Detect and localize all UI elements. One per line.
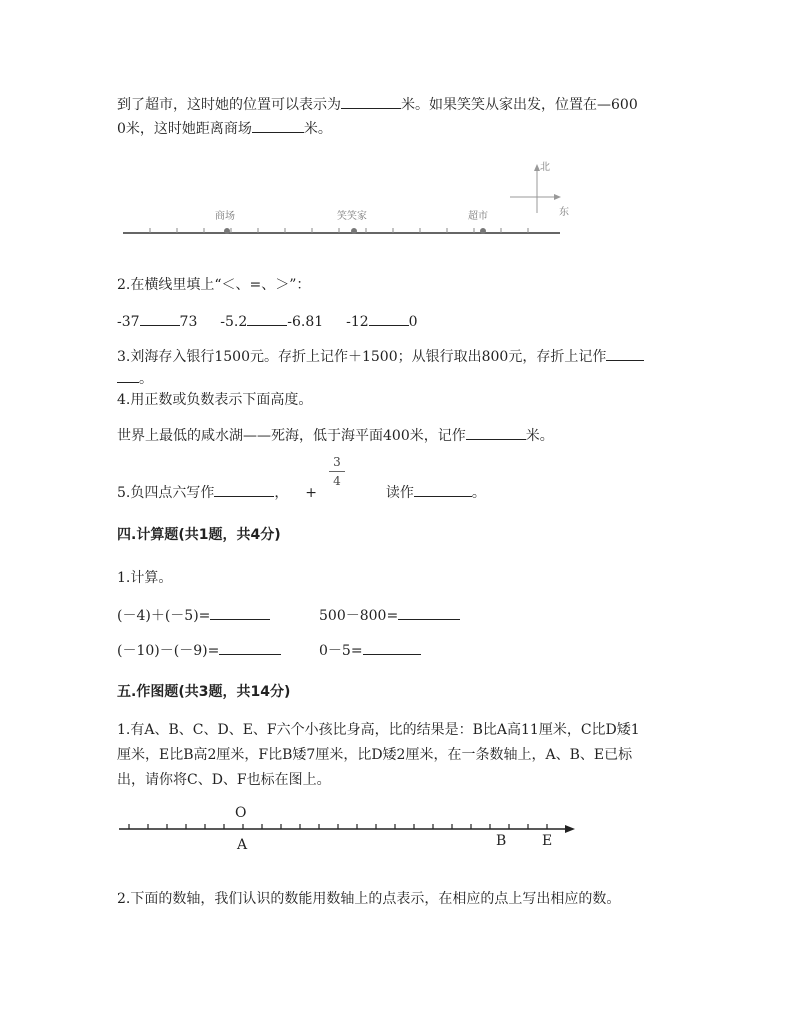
problem1-text-d: 米。 <box>303 121 332 137</box>
problem1-line1 <box>117 94 638 115</box>
answer-blank[interactable] <box>252 118 304 133</box>
problem4-line1 <box>117 390 312 410</box>
section4-heading: 四.计算题(共1题，共4分) <box>117 527 281 543</box>
calc-expr-1: (－4)＋(－5)= <box>117 608 211 624</box>
compass-icon <box>510 164 561 213</box>
q1-text: 1.计算。 <box>117 570 173 586</box>
answer-blank[interactable] <box>363 640 421 655</box>
problem5-end: 。 <box>471 485 486 501</box>
compare-left-1: -37 <box>117 314 140 330</box>
fraction-denominator: 4 <box>333 474 341 488</box>
map-number-line <box>115 155 580 245</box>
problem5-text-b: 读作 <box>385 485 414 501</box>
section4-q1 <box>117 568 172 588</box>
compare-right-2: -6.81 <box>287 314 324 330</box>
compare-right-1: 73 <box>179 314 198 330</box>
calc-row-1 <box>117 605 270 626</box>
answer-blank[interactable] <box>466 425 526 440</box>
problem1-text-b: 米。如果笑笑从家出发，位置在—600 <box>401 97 638 113</box>
plus-sign: + <box>305 485 317 501</box>
fraction-numerator: 3 <box>333 455 341 469</box>
axis-label-origin: O <box>235 805 247 821</box>
answer-blank[interactable] <box>117 368 139 383</box>
compare-blank-2[interactable] <box>247 311 287 326</box>
problem2-items <box>117 311 418 332</box>
problem4-text-a: 世界上最低的咸水湖——死海，低于海平面400米，记作 <box>117 428 466 444</box>
label-east: 东 <box>559 207 569 218</box>
problem5-comma: ， <box>274 485 289 501</box>
answer-blank[interactable] <box>398 605 460 620</box>
problem1-text-a: 到了超市，这时她的位置可以表示为 <box>117 97 341 113</box>
section5-q2: 2.下面的数轴，我们认识的数能用数轴上的点表示，在相应的点上写出相应的数。 <box>117 891 621 907</box>
problem1-text-c: 0米，这时她距离商场 <box>117 121 252 137</box>
answer-blank[interactable] <box>341 94 401 109</box>
axis-arrow-icon <box>565 825 575 833</box>
axis-label-a: A <box>237 837 248 853</box>
calc-expr-4: 0－5= <box>319 643 363 659</box>
label-market: 超市 <box>468 211 488 222</box>
section5-q1-line1: 1.有A、B、C、D、E、F六个小孩比身高，比的结果是：B比A高11厘米，C比D矮1 <box>117 722 640 738</box>
compare-left-2: -5.2 <box>220 314 248 330</box>
label-home: 笑笑家 <box>337 211 367 222</box>
label-mall: 商场 <box>215 211 235 222</box>
problem5-line <box>117 482 486 503</box>
compare-right-3: 0 <box>408 314 418 330</box>
problem4-text: 4.用正数或负数表示下面高度。 <box>117 392 313 408</box>
axis-svg <box>117 805 579 855</box>
answer-blank[interactable] <box>219 640 281 655</box>
compare-left-3: -12 <box>346 314 369 330</box>
fraction <box>329 455 345 488</box>
problem5-text-a: 5.负四点六写作 <box>117 485 215 501</box>
home-point <box>351 228 357 234</box>
market-point <box>480 228 486 234</box>
answer-blank[interactable] <box>606 346 644 361</box>
calc-row-2b <box>319 640 421 661</box>
map-figure <box>115 155 580 245</box>
problem1-line2 <box>117 118 332 139</box>
problem4-text-b: 米。 <box>525 428 554 444</box>
answer-blank[interactable] <box>214 482 274 497</box>
problem4-line2 <box>117 425 554 446</box>
problem3-line2 <box>117 368 153 389</box>
axis-label-e: E <box>542 833 553 849</box>
compare-blank-1[interactable] <box>140 311 180 326</box>
answer-blank[interactable] <box>414 482 472 497</box>
section5-heading: 五.作图题(共3题，共14分) <box>117 684 291 700</box>
mall-point <box>224 228 230 234</box>
problem2-title <box>117 275 310 295</box>
answer-blank[interactable] <box>210 605 270 620</box>
problem2-text: 2.在横线里填上“＜、=、＞”： <box>117 277 311 293</box>
compare-blank-3[interactable] <box>369 311 409 326</box>
label-north: 北 <box>540 162 550 173</box>
section5-q1-line3: 出，请你将C、D、F也标在图上。 <box>117 772 331 788</box>
section5-q1-line2: 厘米，E比B高2厘米，F比B矮7厘米，比D矮2厘米，在一条数轴上，A、B、E已标 <box>117 747 633 763</box>
axis-label-b: B <box>496 833 507 849</box>
calc-row-1b <box>319 605 460 626</box>
problem3-line1 <box>117 346 644 367</box>
calc-row-2 <box>117 640 281 661</box>
problem3-end: 。 <box>139 371 153 387</box>
number-axis <box>117 805 579 855</box>
problem3-text: 3.刘海存入银行1500元。存折上记作＋1500；从银行取出800元，存折上记作 <box>117 349 607 365</box>
calc-expr-3: (－10)－(－9)= <box>117 643 220 659</box>
calc-expr-2: 500－800= <box>319 608 399 624</box>
